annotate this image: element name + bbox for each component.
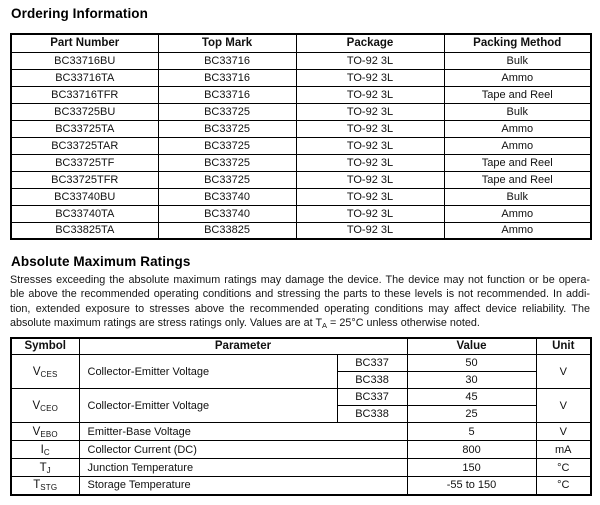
- col-header-symbol: Symbol: [11, 338, 79, 355]
- table-row: [11, 86, 591, 103]
- cell-top-mark: BC33725: [158, 171, 296, 188]
- table-row-vceo-bc337: [11, 389, 591, 406]
- col-header-parameter: Parameter: [79, 338, 407, 355]
- cell-part-number: BC33725TFR: [11, 171, 158, 188]
- table-row-tj: [11, 459, 591, 477]
- cell-part-number: BC33740BU: [11, 188, 158, 205]
- cell-part-number: BC33725TA: [11, 120, 158, 137]
- parameter-cell: Collector-Emitter Voltage: [79, 355, 337, 389]
- cell-package: TO-92 3L: [296, 137, 444, 154]
- cell-part-number: BC33716BU: [11, 52, 158, 69]
- table-row-tstg: [11, 477, 591, 495]
- cell-package: TO-92 3L: [296, 103, 444, 120]
- col-header-packing-method: Packing Method: [444, 34, 591, 52]
- cell-part-number: BC33725TF: [11, 154, 158, 171]
- cell-part-number: BC33740TA: [11, 205, 158, 222]
- cell-packing-method: Ammo: [444, 120, 591, 137]
- cell-part-number: BC33825TA: [11, 222, 158, 239]
- table-row: [11, 154, 591, 171]
- cell-top-mark: BC33716: [158, 69, 296, 86]
- table-row: [11, 120, 591, 137]
- symbol-cell: [11, 477, 79, 495]
- cell-part-number: BC33716TA: [11, 69, 158, 86]
- cell-packing-method: Bulk: [444, 103, 591, 120]
- symbol-cell: [11, 459, 79, 477]
- value-cell: 150: [407, 459, 536, 477]
- symbol-subscript: CEO: [40, 403, 59, 413]
- table-row: [11, 52, 591, 69]
- cell-package: TO-92 3L: [296, 120, 444, 137]
- value-cell: -55 to 150: [407, 477, 536, 495]
- abs-max-note: [10, 273, 590, 331]
- parameter-cell: Collector-Emitter Voltage: [79, 389, 337, 423]
- value-cell: 25: [407, 406, 536, 423]
- parameter-cell: Emitter-Base Voltage: [79, 423, 407, 441]
- table-row: [11, 69, 591, 86]
- cell-top-mark: BC33740: [158, 188, 296, 205]
- note-line-4: [10, 316, 590, 330]
- device-cell: BC338: [337, 406, 407, 423]
- cell-package: TO-92 3L: [296, 171, 444, 188]
- cell-package: TO-92 3L: [296, 86, 444, 103]
- symbol-subscript: C: [43, 447, 50, 457]
- cell-packing-method: Tape and Reel: [444, 171, 591, 188]
- cell-top-mark: BC33725: [158, 154, 296, 171]
- cell-packing-method: Tape and Reel: [444, 86, 591, 103]
- cell-package: TO-92 3L: [296, 205, 444, 222]
- cell-package: TO-92 3L: [296, 222, 444, 239]
- note-line-1: Stresses exceeding the absolute maximum ratings may damage the device. The device may not function or be opera-: [10, 274, 590, 286]
- unit-cell: V: [536, 423, 591, 441]
- device-cell: BC338: [337, 372, 407, 389]
- symbol-base: I: [40, 443, 44, 456]
- symbol-subscript: STG: [40, 483, 58, 493]
- cell-packing-method: Ammo: [444, 205, 591, 222]
- table-row: [11, 103, 591, 120]
- cell-packing-method: Tape and Reel: [444, 154, 591, 171]
- note-line-2: ble above the recommended operating conditions and stressing the parts to these levels is not recommended. In addi-: [10, 288, 590, 301]
- cell-part-number: BC33725BU: [11, 103, 158, 120]
- value-cell: 45: [407, 389, 536, 406]
- table-row: [11, 137, 591, 154]
- unit-cell: °C: [536, 477, 591, 495]
- cell-package: TO-92 3L: [296, 69, 444, 86]
- cell-part-number: BC33716TFR: [11, 86, 158, 103]
- table-row: [11, 205, 591, 222]
- cell-top-mark: BC33740: [158, 205, 296, 222]
- table-row: [11, 222, 591, 239]
- cell-packing-method: Bulk: [444, 52, 591, 69]
- col-header-top-mark: Top Mark: [158, 34, 296, 52]
- table-row: [11, 188, 591, 205]
- ordering-table: [10, 33, 592, 240]
- col-header-package: Package: [296, 34, 444, 52]
- parameter-cell: Junction Temperature: [79, 459, 407, 477]
- cell-top-mark: BC33725: [158, 120, 296, 137]
- col-header-value: Value: [407, 338, 536, 355]
- symbol-cell: [11, 355, 79, 389]
- cell-part-number: BC33725TAR: [11, 137, 158, 154]
- value-cell: 5: [407, 423, 536, 441]
- ordering-header-row: [11, 34, 591, 52]
- symbol-cell: [11, 389, 79, 423]
- symbol-base: T: [39, 461, 47, 474]
- note-line-4-suffix: = 25°C unless otherwise noted.: [327, 317, 480, 330]
- cell-package: TO-92 3L: [296, 52, 444, 69]
- cell-packing-method: Bulk: [444, 188, 591, 205]
- abs-max-table: [10, 337, 592, 496]
- value-cell: 50: [407, 355, 536, 372]
- cell-packing-method: Ammo: [444, 137, 591, 154]
- symbol-subscript: CES: [40, 369, 58, 379]
- unit-cell: V: [536, 355, 591, 389]
- device-cell: BC337: [337, 389, 407, 406]
- note-line-3: tion, extended exposure to stresses above the recommended operating conditions may affect device reliability. The: [10, 302, 590, 315]
- symbol-cell: [11, 423, 79, 441]
- symbol-base: V: [32, 399, 41, 412]
- table-row: [11, 171, 591, 188]
- abs-max-header-row: [11, 338, 591, 355]
- col-header-unit: Unit: [536, 338, 591, 355]
- note-ta-subscript: A: [322, 321, 328, 331]
- symbol-cell: [11, 441, 79, 459]
- cell-top-mark: BC33725: [158, 103, 296, 120]
- cell-top-mark: BC33825: [158, 222, 296, 239]
- cell-packing-method: Ammo: [444, 69, 591, 86]
- parameter-cell: Collector Current (DC): [79, 441, 407, 459]
- cell-package: TO-92 3L: [296, 154, 444, 171]
- cell-package: TO-92 3L: [296, 188, 444, 205]
- unit-cell: °C: [536, 459, 591, 477]
- cell-top-mark: BC33725: [158, 137, 296, 154]
- value-cell: 800: [407, 441, 536, 459]
- device-cell: BC337: [337, 355, 407, 372]
- note-line-4-prefix: absolute maximum ratings are stress ratings only. Values are at T: [10, 317, 323, 330]
- col-header-part-number: Part Number: [11, 34, 158, 52]
- cell-top-mark: BC33716: [158, 52, 296, 69]
- table-row-vebo: [11, 423, 591, 441]
- table-row-vces-bc337: [11, 355, 591, 372]
- symbol-subscript: EBO: [40, 429, 58, 439]
- value-cell: 30: [407, 372, 536, 389]
- symbol-base: V: [32, 365, 41, 378]
- absolute-maximum-ratings-title: Absolute Maximum Ratings: [11, 254, 191, 269]
- symbol-base: T: [33, 479, 41, 492]
- cell-top-mark: BC33716: [158, 86, 296, 103]
- unit-cell: mA: [536, 441, 591, 459]
- parameter-cell: Storage Temperature: [79, 477, 407, 495]
- symbol-subscript: J: [46, 465, 51, 475]
- symbol-base: V: [32, 425, 41, 438]
- table-row-ic: [11, 441, 591, 459]
- unit-cell: V: [536, 389, 591, 423]
- ordering-information-title: Ordering Information: [11, 6, 148, 21]
- cell-packing-method: Ammo: [444, 222, 591, 239]
